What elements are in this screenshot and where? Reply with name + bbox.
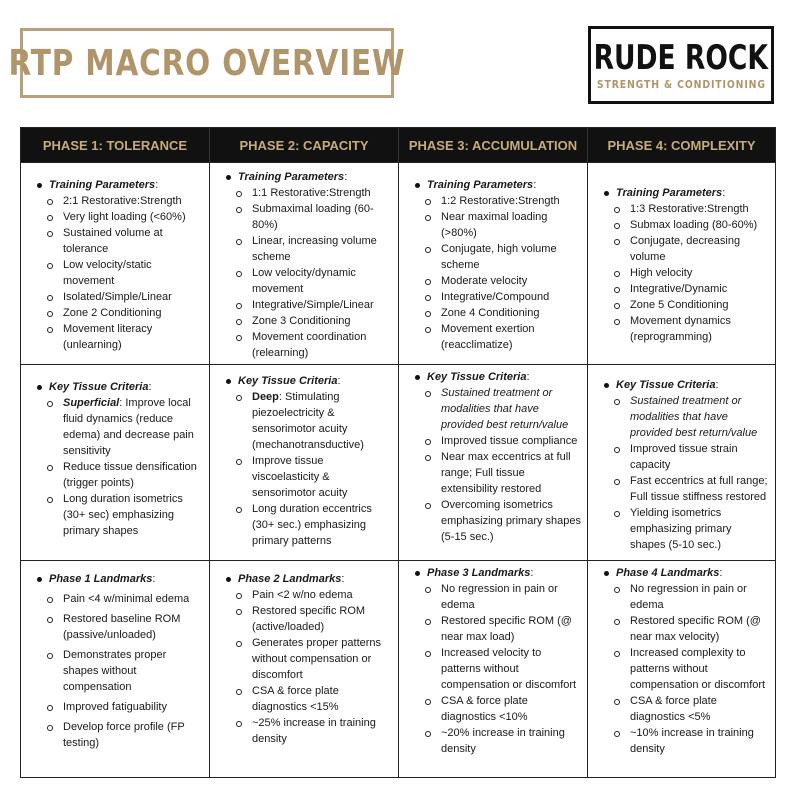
list-item: Moderate velocity [441, 273, 581, 289]
landmarks-heading-text: Phase 4 Landmarks [616, 567, 720, 579]
list-item: 1:3 Restorative:Strength [630, 201, 769, 217]
logo-sub-text: STRENGTH & CONDITIONING [596, 77, 766, 91]
training-heading: Training Parameters: [413, 177, 581, 193]
list-item: Integrative/Compound [441, 289, 581, 305]
list-item: 1:1 Restorative:Strength [252, 185, 392, 201]
list-item: ~20% increase in training density [441, 725, 581, 757]
list-item: Improved tissue compliance [441, 433, 581, 449]
training-heading-text: Training Parameters [616, 187, 723, 199]
title-box [8, 28, 406, 98]
tissue-list-phase-4-rest [602, 441, 769, 553]
training-cell-phase-3 [399, 162, 588, 364]
list-item [63, 395, 203, 459]
list-item: Restored specific ROM (@ near max velocity) [630, 613, 769, 645]
tissue-cell-phase-1 [21, 364, 210, 560]
list-item: Submaximal loading (60-80%) [252, 201, 392, 233]
landmarks-cell-phase-3 [399, 560, 588, 777]
list-item: Linear, increasing volume scheme [252, 233, 392, 265]
list-item: Overcoming isometrics emphasizing primary shapes (5-15 sec.) [441, 499, 582, 543]
tissue-list-phase-4 [602, 393, 769, 441]
training-heading: Training Parameters: [35, 177, 203, 193]
list-item: 1:2 Restorative:Strength [441, 193, 581, 209]
tissue-cell-phase-2 [210, 364, 399, 560]
list-item: Pain <2 w/no edema [252, 587, 392, 603]
training-cell-phase-2 [210, 162, 399, 364]
list-item: Zone 3 Conditioning [252, 313, 392, 329]
list-item: Increased velocity to patterns without compensation or discomfort [441, 645, 581, 693]
tissue-heading-text: Key Tissue Criteria [238, 375, 338, 387]
landmarks-heading-text: Phase 1 Landmarks [49, 573, 153, 585]
list-item: Reduce tissue densification (trigger points) [63, 459, 203, 491]
list-item: Conjugate, high volume scheme [441, 241, 581, 273]
landmarks-heading: Phase 1 Landmarks: [35, 571, 203, 587]
tissue-heading: Key Tissue Criteria: [35, 379, 203, 395]
list-item: Sustained treatment or modalities that have provided best return/value [441, 385, 581, 433]
list-item: CSA & force plate diagnostics <15% [252, 683, 392, 715]
list-item: Long duration isometrics (30+ sec) emphasizing primary shapes [63, 491, 203, 539]
list-item: Movement exertion (reacclimatize) [441, 321, 581, 353]
list-item: Sustained volume at tolerance [63, 225, 203, 257]
rude-rock-logo [588, 26, 774, 104]
list-item: CSA & force plate diagnostics <10% [441, 693, 581, 725]
tissue-cell-phase-4 [588, 364, 775, 560]
list-item: Conjugate, decreasing volume [630, 233, 769, 265]
superficial-text: : Improve local fluid dynamics (reduce edema) and decrease pain sensitivity [63, 397, 194, 457]
deep-text: : Stimulating piezoelectricity & sensorimotor acuity (mechanotransductive) [252, 391, 364, 451]
list-item: Movement dynamics (reprogramming) [630, 313, 769, 345]
list-item: ~10% increase in training density [630, 725, 769, 757]
list-item: Zone 5 Conditioning [630, 297, 769, 313]
tissue-list-phase-1 [35, 395, 203, 459]
list-item: No regression in pain or edema [630, 581, 769, 613]
list-item: Pain <4 w/minimal edema [63, 591, 203, 607]
list-item: 2:1 Restorative:Strength [63, 193, 203, 209]
header-phase-3: PHASE 3: ACCUMULATION [399, 128, 588, 162]
list-item: Near maximal loading (>80%) [441, 209, 581, 241]
landmarks-list-phase-3 [413, 581, 581, 757]
list-item: Demonstrates proper shapes without compensation [63, 647, 203, 695]
list-item: Very light loading (<60%) [63, 209, 203, 225]
tissue-list-phase-3-rest [413, 433, 581, 545]
list-item: Improve tissue viscoelasticity & sensorimotor acuity [252, 453, 392, 501]
training-list-phase-2 [224, 185, 392, 361]
header-phase-2: PHASE 2: CAPACITY [210, 128, 399, 162]
tissue-list-phase-3 [413, 385, 581, 433]
page-title: RTP MACRO OVERVIEW [8, 42, 406, 84]
training-heading-text: Training Parameters [238, 171, 345, 183]
list-item: Movement literacy (unlearning) [63, 321, 203, 353]
list-item: Improved tissue strain capacity [630, 441, 769, 473]
list-item: Restored specific ROM (@ near max load) [441, 613, 581, 645]
logo-main-text: RUDE ROCK [593, 37, 769, 78]
list-item: No regression in pain or edema [441, 581, 581, 613]
tissue-heading: Key Tissue Criteria: [413, 369, 581, 385]
list-item: Zone 2 Conditioning [63, 305, 203, 321]
list-item: Low velocity/static movement [63, 257, 203, 289]
tissue-list-phase-2-rest [224, 453, 392, 549]
list-item: Near max eccentrics at full range; Full tissue extensibility restored [441, 449, 581, 497]
training-heading-text: Training Parameters [49, 179, 156, 191]
landmarks-heading: Phase 2 Landmarks: [224, 571, 392, 587]
list-item [252, 389, 392, 453]
landmarks-list-phase-4 [602, 581, 769, 757]
landmarks-list-phase-1 [35, 591, 203, 751]
list-item: Sustained treatment or modalities that have provided best return/value [630, 393, 769, 441]
list-item: Movement coordination (relearning) [252, 329, 392, 361]
deep-label: Deep [252, 391, 279, 403]
landmarks-cell-phase-4 [588, 560, 775, 777]
list-item: Yielding isometrics emphasizing primary shapes (5-10 sec.) [630, 505, 769, 553]
list-item: Integrative/Dynamic [630, 281, 769, 297]
landmarks-list-phase-2 [224, 587, 392, 747]
landmarks-cell-phase-1 [21, 560, 210, 777]
list-item: Restored specific ROM (active/loaded) [252, 603, 392, 635]
list-item: High velocity [630, 265, 769, 281]
training-list-phase-1 [35, 193, 203, 353]
superficial-label: Superficial [63, 397, 120, 409]
tissue-list-phase-1-rest [35, 459, 203, 539]
landmarks-heading-text: Phase 3 Landmarks [427, 567, 531, 579]
list-item: Submax loading (80-60%) [630, 217, 769, 233]
list-item: Integrative/Simple/Linear [252, 297, 392, 313]
list-item: Restored baseline ROM (passive/unloaded) [63, 611, 203, 643]
list-item: Low velocity/dynamic movement [252, 265, 392, 297]
landmarks-heading: Phase 4 Landmarks: [602, 565, 769, 581]
list-item: ~25% increase in training density [252, 715, 392, 747]
tissue-heading: Key Tissue Criteria: [224, 373, 392, 389]
tissue-cell-phase-3 [399, 364, 588, 560]
landmarks-cell-phase-2 [210, 560, 399, 777]
header-phase-4: PHASE 4: COMPLEXITY [588, 128, 775, 162]
tissue-list-phase-2 [224, 389, 392, 453]
list-item: Zone 4 Conditioning [441, 305, 581, 321]
landmarks-heading-text: Phase 2 Landmarks [238, 573, 342, 585]
landmarks-heading: Phase 3 Landmarks: [413, 565, 581, 581]
tissue-heading-text: Key Tissue Criteria [427, 371, 527, 383]
list-item: Isolated/Simple/Linear [63, 289, 203, 305]
list-item: Develop force profile (FP testing) [63, 719, 203, 751]
training-heading: Training Parameters: [602, 185, 769, 201]
tissue-heading-text: Key Tissue Criteria [616, 379, 716, 391]
list-item: Generates proper patterns without compensation or discomfort [252, 635, 392, 683]
list-item: Long duration eccentrics (30+ sec.) emphasizing primary patterns [252, 501, 392, 549]
list-item: Improved fatiguability [63, 699, 203, 715]
rtp-table [20, 127, 776, 778]
list-item: Fast eccentrics at full range; Full tissue stiffness restored [630, 475, 768, 503]
tissue-heading-text: Key Tissue Criteria [49, 381, 149, 393]
list-item: CSA & force plate diagnostics <5% [630, 693, 769, 725]
training-heading-text: Training Parameters [427, 179, 534, 191]
training-list-phase-4 [602, 201, 769, 345]
training-cell-phase-4 [588, 162, 775, 364]
tissue-heading: Key Tissue Criteria: [602, 377, 769, 393]
header-phase-1: PHASE 1: TOLERANCE [21, 128, 210, 162]
list-item: Increased complexity to patterns without compensation or discomfort [630, 645, 769, 693]
training-heading: Training Parameters: [224, 169, 392, 185]
training-cell-phase-1 [21, 162, 210, 364]
training-list-phase-3 [413, 193, 581, 353]
